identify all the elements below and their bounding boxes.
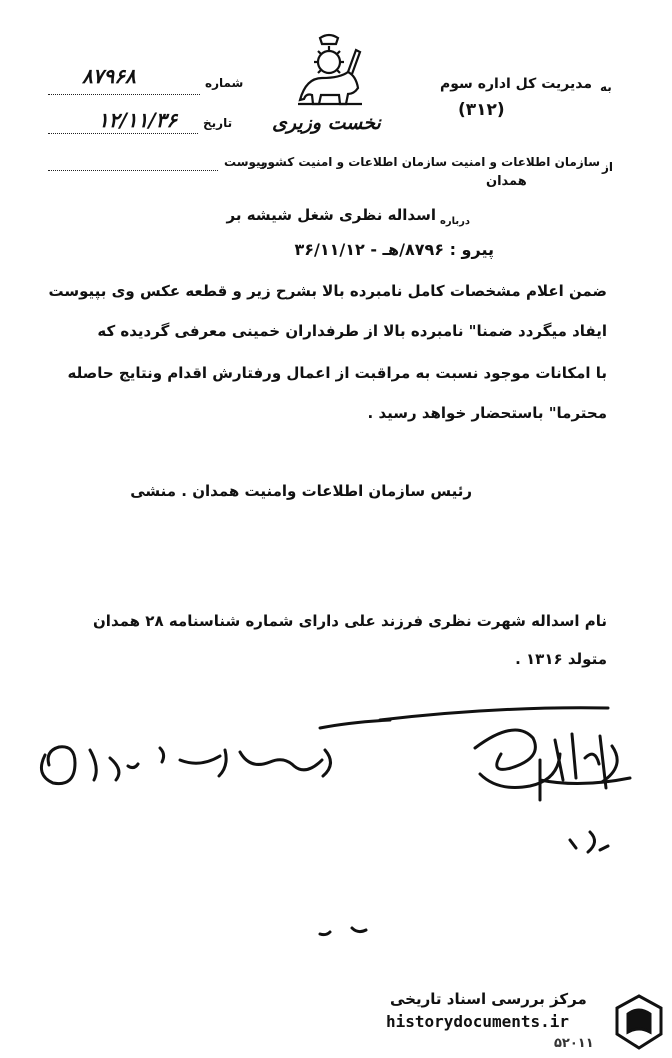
number-value: ۸۷۹۶۸ — [82, 64, 136, 88]
date-value: ۱۲/۱۱/۳۶ — [98, 108, 178, 132]
to-recipient: مدیریت کل اداره سوم — [440, 76, 592, 92]
note-line-1: نام اسداله شهرت نظری فرزند علی دارای شماره شناسنامه ۲۸ همدان — [93, 612, 607, 630]
watermark-title: مرکز بررسی اسناد تاریخی — [390, 990, 587, 1008]
emblem-caption: نخست وزیری — [272, 112, 381, 134]
to-code: (۳۱۲) — [458, 100, 505, 120]
number-dotted-line — [48, 94, 200, 95]
body-line-3: با امکانات موجود نسبت به مراقبت از اعمال ورفتارش اقدام ونتایج حاصله — [67, 364, 607, 382]
body-line-2: ایفاد میگردد ضمنا" نامبرده بالا از طرفداران خمینی معرفی گردیده که — [97, 322, 607, 340]
lion-and-sun-emblem — [290, 32, 368, 110]
attachment-label: پیوست — [224, 155, 266, 169]
date-label: تاریخ — [203, 116, 233, 130]
from-organization: سازمان اطلاعات و امنیت سازمان اطلاعات و امنیت کشور — [260, 155, 600, 169]
from-city: همدان — [486, 174, 527, 189]
watermark-url: historydocuments.ir — [386, 1012, 570, 1031]
archive-logo-icon — [612, 992, 666, 1052]
page-number: ۵۲۰۱۱ — [554, 1036, 594, 1051]
body-line-1: ضمن اعلام مشخصات کامل نامبرده بالا بشرح زیر و قطعه عکس وی بپیوست — [48, 282, 607, 300]
from-label: از — [602, 160, 614, 174]
signature-line: رئیس سازمان اطلاعات وامنیت همدان . منشی — [130, 482, 472, 500]
to-label: به — [600, 80, 612, 94]
reference-line: پیرو : ۸۷۹۶/هـ - ۳۶/۱۱/۱۲ — [294, 240, 494, 259]
number-label: شماره — [205, 76, 244, 90]
date-dotted-line — [48, 133, 198, 134]
attachment-dotted-line — [48, 170, 218, 171]
handwritten-signatures — [0, 690, 672, 960]
subject-text: اسداله نظری شغل شیشه بر — [226, 206, 436, 224]
archive-watermark — [382, 988, 672, 1058]
subject-label: درباره — [440, 216, 471, 227]
body-line-4: محترما" باستحضار خواهد رسید . — [367, 404, 607, 422]
note-line-2: متولد ۱۳۱۶ . — [515, 650, 607, 668]
